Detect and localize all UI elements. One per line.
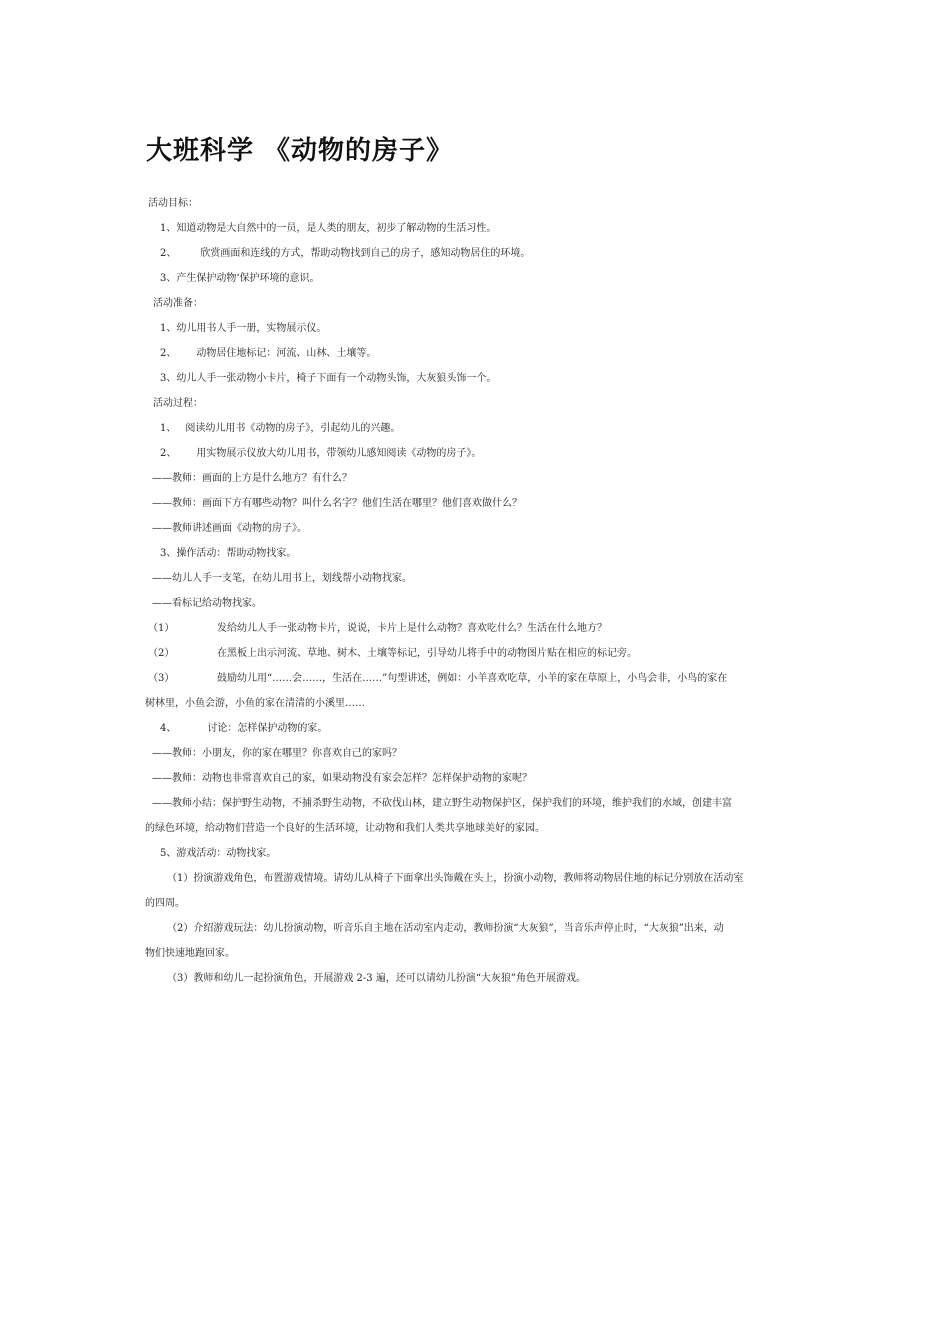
process-step-4-number: 4、 (160, 723, 177, 734)
prep-item-2-number: 2、 (160, 348, 177, 359)
game-item-2-continued: 物们快速地跑回家。 (145, 948, 235, 959)
process-step-2-text: 用实物展示仪放大幼儿用书，带领幼儿感知阅读《动物的房子》。 (196, 448, 482, 459)
process-step-3: 3、操作活动：帮助动物找家。 (160, 548, 297, 559)
dialogue-line-1: ——教师：画面的上方是什么地方？有什么？ (152, 473, 352, 484)
sub-item-3-continued: 树林里，小鱼会游，小鱼的家在清清的小溪里…… (145, 698, 365, 709)
process-step-5: 5、游戏活动：动物找家。 (160, 848, 277, 859)
process-step-1 (160, 422, 400, 436)
process-step-1-text: 阅读幼儿用书《动物的房子》，引起幼儿的兴趣。 (185, 423, 401, 434)
dialogue-line-3: ——教师讲述画面《动物的房子》。 (152, 523, 307, 534)
game-item-1: （1）扮演游戏角色，布置游戏情境。请幼儿从椅子下面拿出头饰戴在头上，扮演小动物，教师将动物居住地的标记分别放在活动室 (167, 873, 744, 884)
game-item-1-continued: 的四周。 (145, 898, 185, 909)
goal-item-3: 3、产生保护动物‘保护环境的意识。 (160, 273, 320, 284)
sub-item-2-number: （2） (148, 648, 175, 659)
sub-item-3 (148, 672, 727, 686)
page-title: 大班科学 《动物的房子》 (146, 136, 454, 166)
prep-item-1: 1、幼儿用书人手一册，实物展示仪。 (160, 323, 327, 334)
dialogue-line-7: ——教师：动物也非常喜欢自己的家，如果动物没有家会怎样？怎样保护动物的家呢？ (152, 773, 532, 784)
process-step-4 (160, 722, 327, 736)
goal-item-2 (160, 247, 530, 261)
dialogue-line-8-continued: 的绿色环境，给动物们营造一个良好的生活环境，让动物和我们人类共享地球美好的家园。 (145, 823, 545, 834)
goal-item-1: 1、知道动物是大自然中的一员，是人类的朋友，初步了解动物的生活习性。 (160, 223, 497, 234)
dialogue-line-4: ——幼儿人手一支笔，在幼儿用书上，划线帮小动物找家。 (152, 573, 412, 584)
sub-item-3-text: 鼓励幼儿用“……会……，生活在……”句型讲述，例如：小羊喜欢吃草，小羊的家在草原上，小鸟会非，小鸟的家在 (217, 673, 728, 684)
process-step-2-number: 2、 (160, 448, 177, 459)
prep-item-3: 3、幼儿人手一张动物小卡片，椅子下面有一个动物头饰，大灰狼头饰一个。 (160, 373, 497, 384)
goal-item-2-text: 欣赏画面和连线的方式，帮助动物找到自己的房子，感知动物居住的环境。 (200, 248, 531, 259)
prep-item-2-text: 动物居住地标记：河流、山林、土壤等。 (196, 348, 377, 359)
sub-item-3-number: （3） (148, 673, 175, 684)
goal-item-2-number: 2、 (160, 248, 177, 259)
game-item-3: （3）教师和幼儿一起扮演角色，开展游戏 2-3 遍，还可以请幼儿扮演“大灰狼”角色开展游戏。 (167, 973, 587, 984)
sub-item-2 (148, 647, 637, 661)
section-heading-prep: 活动准备： (153, 298, 203, 309)
sub-item-1 (148, 622, 607, 636)
process-step-1-number: 1、 (160, 423, 177, 434)
sub-item-1-number: （1） (148, 623, 175, 634)
sub-item-2-text: 在黑板上出示河流、草地、树木、土壤等标记，引导幼儿将手中的动物图片贴在相应的标记旁。 (217, 648, 637, 659)
section-heading-process: 活动过程： (153, 398, 203, 409)
dialogue-line-8: ——教师小结：保护野生动物，不捕杀野生动物，不砍伐山林，建立野生动物保护区，保护我们的环境，维护我们的水域，创建丰富 (152, 798, 732, 809)
sub-item-1-text: 发给幼儿人手一张动物卡片，说说，卡片上是什么动物？喜欢吃什么？生活在什么地方？ (217, 623, 607, 634)
prep-item-2 (160, 347, 376, 361)
process-step-2 (160, 447, 481, 461)
process-step-4-text: 讨论：怎样保护动物的家。 (207, 723, 328, 734)
dialogue-line-2: ——教师：画面下方有哪些动物？叫什么名字？他们生活在哪里？他们喜欢做什么？ (152, 498, 522, 509)
game-item-2: （2）介绍游戏玩法：幼儿扮演动物，听音乐自主地在活动室内走动，教师扮演“大灰狼”，当音乐声停止时，“大灰狼”出来，动 (167, 923, 724, 934)
dialogue-line-6: ——教师：小朋友，你的家在哪里？你喜欢自己的家吗？ (152, 748, 402, 759)
dialogue-line-5: ——看标记给动物找家。 (152, 598, 262, 609)
section-heading-goals: 活动目标： (148, 198, 198, 209)
